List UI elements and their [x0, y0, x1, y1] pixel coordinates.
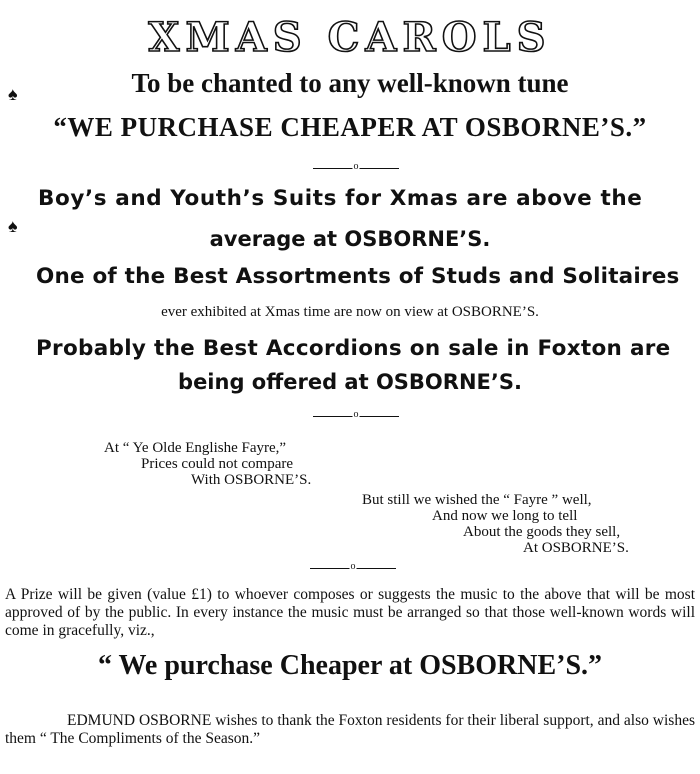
verse-line-6: About the goods they sell,	[463, 524, 621, 540]
divider	[313, 410, 399, 422]
headline: XMAS CAROLS	[148, 14, 552, 61]
thanks-paragraph: EDMUND OSBORNE wishes to thank the Foxton residents for their liberal support, and also wishes them “ The Compliments of the Season.”	[5, 712, 695, 747]
verse-line-5: And now we long to tell	[432, 508, 578, 524]
divider	[313, 162, 399, 174]
tune-line: To be chanted to any well-known tune	[131, 68, 569, 98]
slogan: “WE PURCHASE CHEAPER AT OSBORNE’S.”	[53, 112, 647, 142]
divider-mark: o	[353, 409, 359, 420]
suits-line-1: Boy’s and Youth’s Suits for Xmas are above the	[38, 186, 643, 211]
divider	[310, 562, 396, 574]
studs-line-1: One of the Best Assortments of Studs and Solitaires	[36, 264, 680, 289]
prize-paragraph: A Prize will be given (value £1) to whoever composes or suggests the music to the above that will be most approved of by the public. In every instance the music must be arranged so that those well-known words will come in gracefully, viz.,	[5, 586, 695, 639]
verse-line-7: At OSBORNE’S.	[523, 540, 629, 556]
accordions-line-2: being offered at OSBORNE’S.	[178, 370, 522, 394]
verse-line-2: Prices could not compare	[141, 456, 294, 472]
studs-line-2: ever exhibited at Xmas time are now on view at OSBORNE’S.	[161, 304, 539, 320]
ornament-icon: ♠	[8, 84, 18, 104]
suits-line-2: average at OSBORNE’S.	[209, 227, 491, 251]
verse-line-4: But still we wished the “ Fayre ” well,	[362, 492, 592, 508]
verse-line-1: At “ Ye Olde Englishe Fayre,”	[104, 440, 287, 456]
verse-line-3: With OSBORNE’S.	[191, 472, 312, 488]
divider-mark: o	[353, 161, 359, 172]
divider-mark: o	[350, 561, 356, 572]
ornament-icon: ♠	[8, 216, 18, 236]
closing-slogan: “ We purchase Cheaper at OSBORNE’S.”	[97, 650, 603, 681]
accordions-line-1: Probably the Best Accordions on sale in Foxton are	[36, 336, 671, 361]
